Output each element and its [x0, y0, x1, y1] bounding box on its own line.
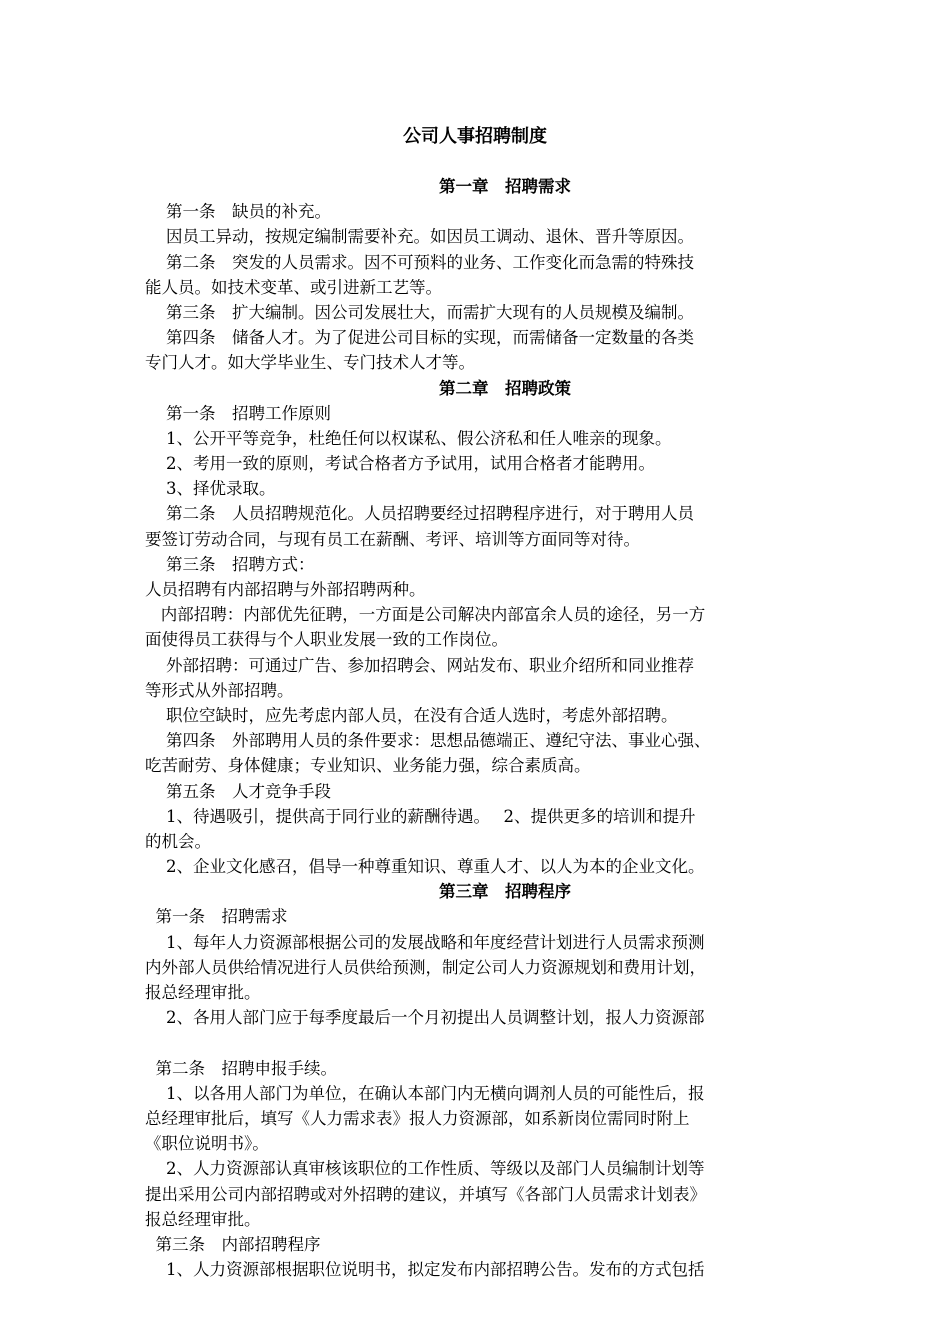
paragraph-line: 第一条 缺员的补充。 — [145, 202, 331, 222]
paragraph-line: 专门人才。如大学毕业生、专门技术人才等。 — [145, 353, 475, 373]
paragraph-line: 1、待遇吸引，提供高于同行业的薪酬待遇。 2、提供更多的培训和提升 — [145, 806, 696, 826]
paragraph-line: 吃苦耐劳、身体健康；专业知识、业务能力强，综合素质高。 — [145, 756, 591, 776]
paragraph-line: 报总经理审批。 — [145, 983, 261, 1002]
paragraph-line: 内外部人员供给情况进行人员供给预测，制定公司人力资源规划和费用计划， — [145, 957, 706, 977]
paragraph-line: 《职位说明书》。 — [145, 1134, 269, 1154]
document-body — [145, 174, 810, 1282]
paragraph-line: 第一条 招聘需求 — [145, 907, 288, 927]
paragraph-line: 第三条 扩大编制。因公司发展壮大，而需扩大现有的人员规模及编制。 — [145, 302, 694, 322]
paragraph-line: 总经理审批后，填写《人力需求表》报人力资源部，如系新岗位需同时附上 — [145, 1108, 690, 1128]
paragraph-line: 第四条 储备人才。为了促进公司目标的实现，而需储备一定数量的各类 — [145, 328, 694, 348]
paragraph-line: 内部招聘：内部优先征聘，一方面是公司解决内部富余人员的途径，另一方 — [145, 605, 706, 625]
paragraph-line: 面使得员工获得与个人职业发展一致的工作岗位。 — [145, 630, 508, 650]
paragraph-line: 外部招聘：可通过广告、参加招聘会、网站发布、职业介绍所和同业推荐 — [145, 655, 694, 675]
paragraph-line: 第一条 招聘工作原则 — [145, 403, 331, 423]
paragraph-line: 因员工异动，按规定编制需要补充。如因员工调动、退休、晋升等原因。 — [145, 227, 694, 247]
paragraph-line: 职位空缺时，应先考虑内部人员，在没有合适人选时，考虑外部招聘。 — [145, 705, 678, 725]
paragraph-line: 提出采用公司内部招聘或对外招聘的建议，并填写《各部门人员需求计划表》 — [145, 1184, 706, 1204]
paragraph-line: 1、公开平等竞争，杜绝任何以权谋私、假公济私和任人唯亲的现象。 — [145, 428, 672, 448]
paragraph-line: 第三条 内部招聘程序 — [145, 1234, 321, 1254]
paragraph-line: 1、以各用人部门为单位，在确认本部门内无横向调剂人员的可能性后，报 — [145, 1083, 705, 1103]
blank-line — [145, 1030, 810, 1055]
paragraph-line: 1、每年人力资源部根据公司的发展战略和年度经营计划进行人员需求预测 — [145, 932, 705, 952]
paragraph-line: 等形式从外部招聘。 — [145, 680, 294, 700]
paragraph-line: 第二条 人员招聘规范化。人员招聘要经过招聘程序进行，对于聘用人员 — [145, 504, 694, 524]
paragraph-line: 要签订劳动合同，与现有员工在薪酬、考评、培训等方面同等对待。 — [145, 529, 640, 549]
chapter-heading: 第二章 招聘政策 — [439, 378, 571, 398]
paragraph-line: 2、人力资源部认真审核该职位的工作性质、等级以及部门人员编制计划等 — [145, 1159, 705, 1179]
paragraph-line: 人员招聘有内部招聘与外部招聘两种。 — [145, 580, 426, 599]
paragraph-line: 的机会。 — [145, 831, 211, 851]
chapter-heading: 第一章 招聘需求 — [439, 177, 571, 196]
paragraph-line: 第二条 突发的人员需求。因不可预料的业务、工作变化而急需的特殊技 — [145, 252, 694, 272]
paragraph-line: 第二条 招聘申报手续。 — [145, 1058, 337, 1078]
paragraph-line: 2、企业文化感召，倡导一种尊重知识、尊重人才、以人为本的企业文化。 — [145, 857, 705, 877]
paragraph-line: 1、人力资源部根据职位说明书，拟定发布内部招聘公告。发布的方式包括 — [145, 1260, 705, 1280]
paragraph-line: 3、择优录取。 — [145, 479, 276, 499]
paragraph-line: 第五条 人才竞争手段 — [145, 781, 331, 801]
chapter-heading: 第三章 招聘程序 — [439, 882, 571, 902]
paragraph-line: 报总经理审批。 — [145, 1209, 261, 1229]
paragraph-line: 能人员。如技术变革、或引进新工艺等。 — [145, 277, 442, 297]
paragraph-line: 第四条 外部聘用人员的条件要求：思想品德端正、遵纪守法、事业心强、 — [145, 731, 711, 751]
paragraph-line: 2、考用一致的原则，考试合格者方予试用，试用合格者才能聘用。 — [145, 454, 655, 474]
paragraph-line: 第三条 招聘方式： — [145, 554, 315, 574]
paragraph-line: 2、各用人部门应于每季度最后一个月初提出人员调整计划，报人力资源部 — [145, 1008, 705, 1028]
document-title: 公司人事招聘制度 — [403, 126, 547, 147]
